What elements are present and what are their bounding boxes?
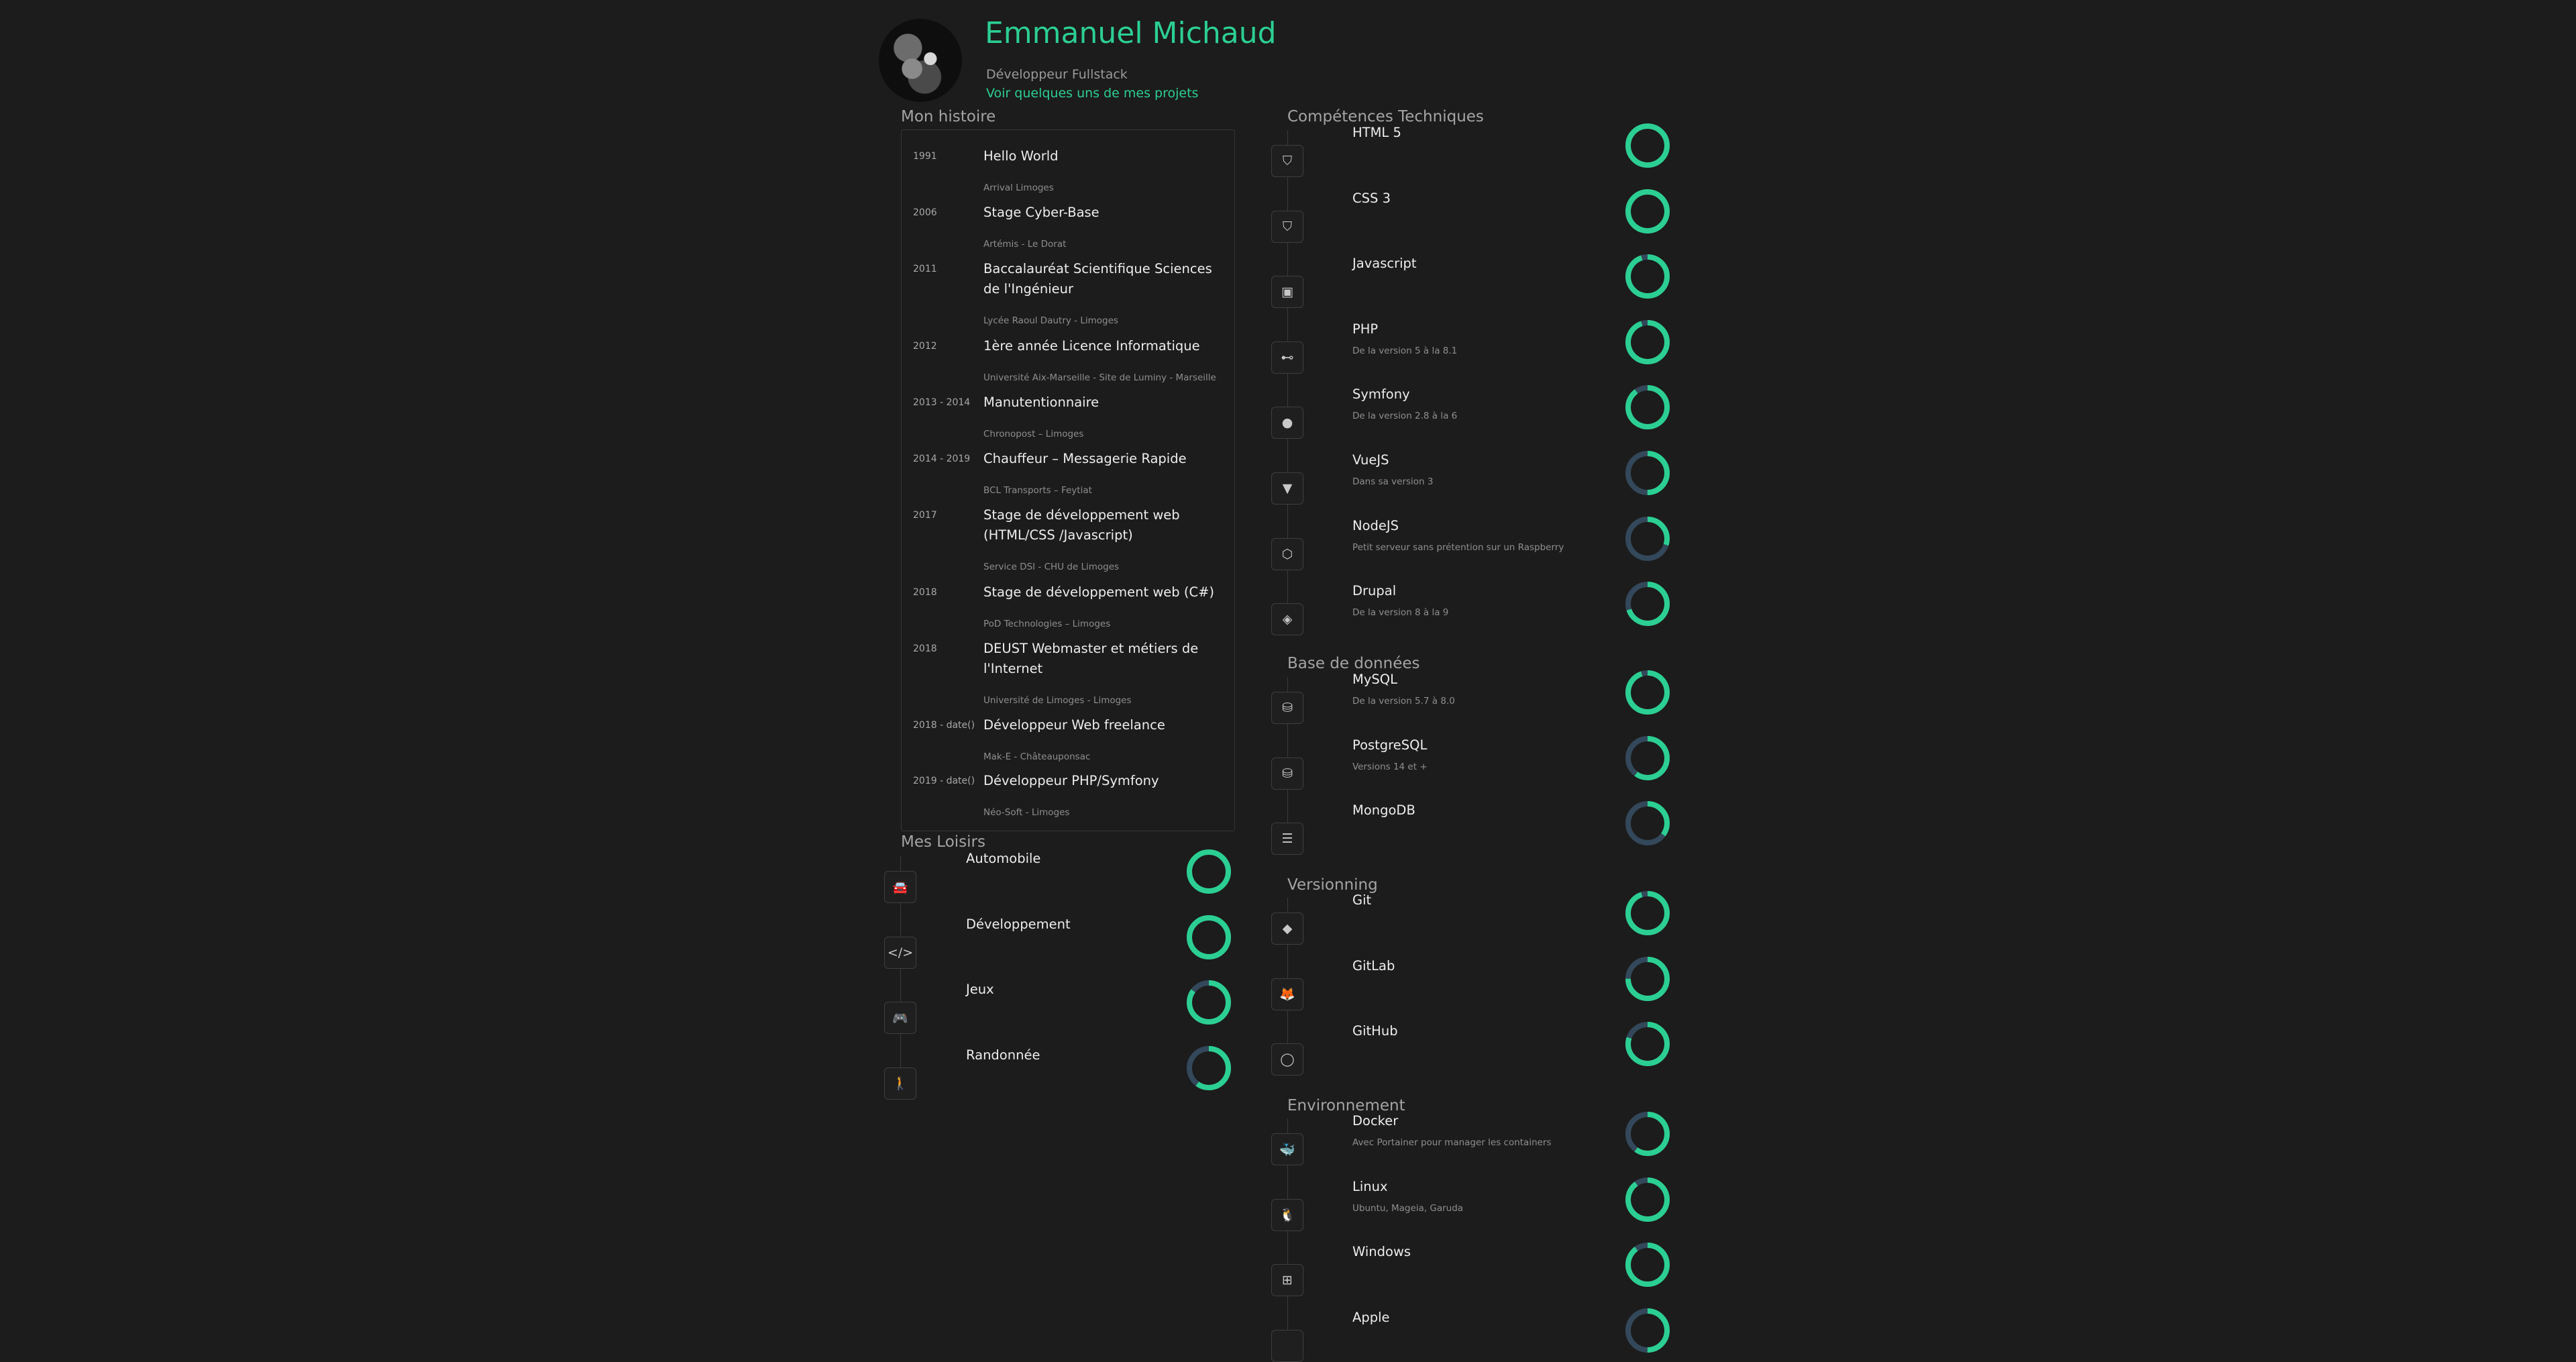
profile-name: Emmanuel Michaud xyxy=(985,16,1277,50)
skill-name: PHP xyxy=(1352,321,1379,337)
skill-detail: De la version 5.7 à 8.0 xyxy=(1352,696,1455,706)
history-item-title: Stage de développement web (C#) xyxy=(983,584,1215,600)
history-item-title: 1ère année Licence Informatique xyxy=(983,338,1200,354)
history-item-subtitle: Université Aix-Marseille - Site de Luminy - Marseille xyxy=(983,372,1216,383)
level-ring-fill xyxy=(1628,192,1667,231)
git-icon: ◆ xyxy=(1271,912,1303,945)
history-item-subtitle: Service DSI - CHU de Limoges xyxy=(983,562,1120,572)
history-item-subtitle: Université de Limoges - Limoges xyxy=(983,695,1132,706)
level-ring-fill xyxy=(1628,126,1667,165)
level-ring-fill xyxy=(1628,323,1667,362)
history-item-subtitle: Arrival Limoges xyxy=(983,182,1054,193)
history-item-subtitle: Néo-Soft - Limoges xyxy=(983,807,1070,818)
level-ring xyxy=(1624,1307,1671,1354)
symfony-icon: ● xyxy=(1271,407,1303,439)
level-ring xyxy=(1624,188,1671,235)
level-ring xyxy=(1624,319,1671,366)
history-year: 2019 - date() xyxy=(913,776,975,786)
history-item-title: Manutentionnaire xyxy=(983,395,1099,410)
environment-title: Environnement xyxy=(1287,1097,1405,1114)
history-year: 2012 xyxy=(913,341,937,352)
history-item-title: Développeur Web freelance xyxy=(983,717,1165,733)
level-ring-fill xyxy=(1628,1180,1667,1219)
history-timeline xyxy=(901,129,1235,831)
level-ring-fill xyxy=(1628,257,1667,296)
level-ring-fill xyxy=(1628,1245,1667,1284)
level-ring xyxy=(1624,580,1671,627)
car-icon: 🚘 xyxy=(884,871,916,903)
skill-name: Jeux xyxy=(966,982,994,998)
history-year: 2014 - 2019 xyxy=(913,454,971,464)
level-ring xyxy=(1624,1110,1671,1157)
history-year: 1991 xyxy=(913,151,937,162)
skill-detail: Versions 14 et + xyxy=(1352,761,1428,772)
skill-name: Drupal xyxy=(1352,583,1397,599)
skill-name: Développement xyxy=(966,916,1071,932)
gitlab-icon: 🦊 xyxy=(1271,978,1303,1010)
history-item-title: Baccalauréat Scientifique Sciences de l'Ingénieur xyxy=(983,261,1212,297)
skill-detail: Ubuntu, Mageia, Garuda xyxy=(1352,1202,1464,1214)
skill-name: Linux xyxy=(1352,1178,1388,1194)
postgresql-icon: ⛁ xyxy=(1271,757,1303,790)
skill-name: NodeJS xyxy=(1352,517,1399,533)
windows-icon: ⊞ xyxy=(1271,1264,1303,1296)
mongodb-icon: ☰ xyxy=(1271,823,1303,855)
skill-detail: Petit serveur sans prétention sur un Raspberry xyxy=(1352,541,1564,553)
level-ring xyxy=(1624,253,1671,300)
history-year: 2018 xyxy=(913,643,937,654)
gamepad-icon: 🎮 xyxy=(884,1002,916,1034)
history-item-subtitle: Chronopost – Limoges xyxy=(983,429,1084,439)
history-title: Mon histoire xyxy=(901,108,996,125)
level-ring xyxy=(1624,122,1671,169)
history-year: 2013 - 2014 xyxy=(913,397,971,408)
level-ring-fill xyxy=(1189,852,1228,891)
level-ring-fill xyxy=(1189,918,1228,957)
level-ring xyxy=(1185,979,1232,1026)
javascript-icon: ▣ xyxy=(1271,276,1303,308)
skill-name: PostgreSQL xyxy=(1352,737,1428,753)
history-item-subtitle: Mak-E - Châteauponsac xyxy=(983,751,1091,762)
level-ring xyxy=(1624,384,1671,431)
skill-detail: De la version 5 à la 8.1 xyxy=(1352,345,1458,356)
skill-name: Randonnée xyxy=(966,1047,1040,1063)
level-ring xyxy=(1624,735,1671,782)
docker-icon: 🐳 xyxy=(1271,1133,1303,1165)
history-year: 2018 xyxy=(913,587,937,598)
level-ring xyxy=(1624,515,1671,562)
skill-name: Apple xyxy=(1352,1309,1390,1325)
history-item-subtitle: Artémis - Le Dorat xyxy=(983,239,1067,250)
databases-title: Base de données xyxy=(1287,655,1420,672)
skill-name: MySQL xyxy=(1352,672,1397,687)
history-year: 2006 xyxy=(913,207,937,218)
level-ring xyxy=(1624,955,1671,1002)
drupal-icon: ◈ xyxy=(1271,603,1303,635)
mysql-icon: ⛁ xyxy=(1271,692,1303,724)
history-item-title: Chauffeur – Messagerie Rapide xyxy=(983,451,1187,466)
history-year: 2011 xyxy=(913,264,937,274)
skill-detail: Dans sa version 3 xyxy=(1352,476,1434,487)
leisure-title: Mes Loisirs xyxy=(901,833,985,851)
apple-icon xyxy=(1271,1330,1303,1362)
code-icon: </> xyxy=(884,937,916,969)
skill-detail: De la version 8 à la 9 xyxy=(1352,607,1449,619)
history-item-title: Stage Cyber-Base xyxy=(983,205,1099,220)
level-ring xyxy=(1624,890,1671,937)
history-item-title: Hello World xyxy=(983,148,1059,164)
skill-detail: De la version 2.8 à la 6 xyxy=(1352,411,1458,422)
hiking-icon: 🚶 xyxy=(884,1067,916,1100)
level-ring-fill xyxy=(1628,673,1667,712)
history-item-title: Stage de développement web (HTML/CSS /Javascript) xyxy=(983,507,1180,543)
profile-role: Développeur Fullstack xyxy=(986,67,1128,82)
level-ring xyxy=(1185,848,1232,895)
level-ring xyxy=(1624,1020,1671,1067)
level-ring xyxy=(1624,1176,1671,1223)
skill-name: Javascript xyxy=(1352,256,1417,272)
css3-icon: ⛉ xyxy=(1271,211,1303,243)
history-year: 2017 xyxy=(913,510,937,521)
php-icon: ⊷ xyxy=(1271,342,1303,374)
html5-icon: ⛉ xyxy=(1271,145,1303,177)
versioning-title: Versionning xyxy=(1287,876,1378,894)
skill-name: Docker xyxy=(1352,1113,1399,1129)
linux-icon: 🐧 xyxy=(1271,1199,1303,1231)
github-icon: ◯ xyxy=(1271,1043,1303,1076)
skills-title: Compétences Techniques xyxy=(1287,108,1484,125)
history-item-subtitle: BCL Transports – Feytiat xyxy=(983,485,1092,496)
skill-name: Automobile xyxy=(966,851,1041,866)
skill-name: MongoDB xyxy=(1352,802,1415,819)
skill-name: Git xyxy=(1352,892,1372,908)
level-ring-fill xyxy=(1628,894,1667,933)
avatar xyxy=(879,19,962,102)
level-ring xyxy=(1624,800,1671,847)
history-item-title: DEUST Webmaster et métiers de l'Internet xyxy=(983,641,1199,676)
skill-name: GitHub xyxy=(1352,1023,1398,1039)
vuejs-icon: ▼ xyxy=(1271,472,1303,505)
nodejs-icon: ⬡ xyxy=(1271,538,1303,570)
history-item-subtitle: Lycée Raoul Dautry - Limoges xyxy=(983,315,1118,326)
skill-name: Symfony xyxy=(1352,386,1410,403)
skill-name: HTML 5 xyxy=(1352,125,1401,140)
level-ring xyxy=(1624,1241,1671,1288)
history-year: 2018 - date() xyxy=(913,720,975,731)
skill-name: Windows xyxy=(1352,1244,1411,1260)
projects-link[interactable]: Voir quelques uns de mes projets xyxy=(986,86,1199,101)
level-ring-fill xyxy=(1628,388,1667,427)
skill-detail: Avec Portainer pour manager les containers xyxy=(1352,1137,1552,1148)
level-ring xyxy=(1185,1045,1232,1092)
level-ring xyxy=(1624,669,1671,716)
level-ring xyxy=(1185,914,1232,961)
history-item-title: Développeur PHP/Symfony xyxy=(983,773,1159,788)
skill-name: CSS 3 xyxy=(1352,190,1391,206)
level-ring xyxy=(1624,450,1671,496)
history-item-subtitle: PoD Technologies – Limoges xyxy=(983,619,1111,629)
skill-name: VueJS xyxy=(1352,452,1389,468)
skill-name: GitLab xyxy=(1352,957,1395,974)
